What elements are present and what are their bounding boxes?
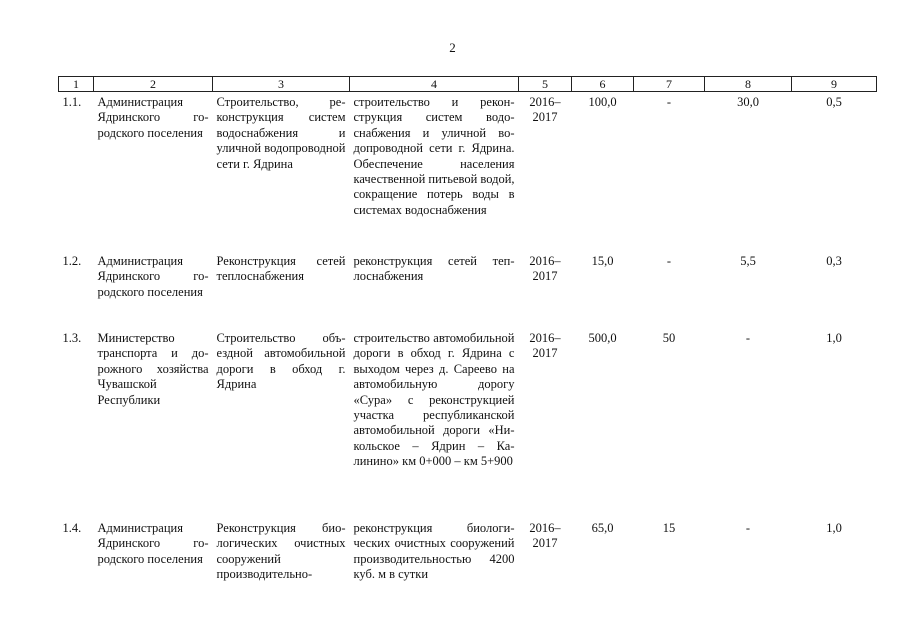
table-row (59, 328, 877, 518)
value-cell-8: 30,0 (737, 95, 759, 109)
value-cell-7: 50 (662, 331, 676, 345)
column-header: 7 (634, 77, 705, 92)
period-cell: 2016–2017 (529, 521, 561, 551)
period-cell: 2016–2017 (529, 95, 561, 125)
table-row (59, 518, 877, 601)
project-cell: Реконструкция сетей теплоснабжения (216, 254, 346, 284)
organization-cell: Министерство транспорта и дорожного хозяйства Чувашской Республики (97, 331, 209, 407)
value-cell-8: 5,5 (740, 254, 756, 268)
row-number: 1.4. (62, 521, 82, 535)
description-cell: строительство и реконструкция систем водоснабжения и уличной водопроводной сети г. Ядрина. Обеспечение населения качественной питьевой водой, сокращение потерь воды в системах водоснабжения (353, 95, 515, 217)
organization-cell: Администрация Ядринского городского поселения (97, 521, 209, 566)
column-header: 5 (519, 77, 572, 92)
row-number: 1.1. (62, 95, 82, 109)
organization-cell: Администрация Ядринского городского поселения (97, 95, 209, 140)
project-cell: Реконструкция биологических очистных сооружений производительно- (216, 521, 346, 582)
table-row (59, 92, 877, 252)
page-number: 2 (449, 40, 456, 55)
value-cell-6: 100,0 (588, 95, 617, 109)
column-header: 6 (572, 77, 634, 92)
column-header: 8 (705, 77, 792, 92)
period-cell: 2016–2017 (529, 254, 561, 284)
column-header: 1 (59, 77, 94, 92)
table-row (59, 251, 877, 328)
value-cell-7: - (666, 254, 672, 268)
description-cell: строительство автомобильной дороги в обход г. Ядрина с выходом через д. Сареево на автомобильную дорогу «Сура» с реконструкцией участка республиканской автомобильной дороги «Никольское – Ядрин – Калинино» км 0+000 – км 5+900 (353, 331, 515, 469)
value-cell-6: 500,0 (588, 331, 617, 345)
column-header: 2 (94, 77, 213, 92)
value-cell-6: 15,0 (591, 254, 614, 268)
column-header: 3 (213, 77, 350, 92)
value-cell-8: - (745, 331, 751, 345)
value-cell-6: 65,0 (591, 521, 614, 535)
value-cell-9: 0,3 (826, 254, 842, 268)
project-cell: Строительство объездной автомобильной дороги в обход г. Ядрина (216, 331, 346, 392)
value-cell-7: - (666, 95, 672, 109)
value-cell-9: 1,0 (826, 331, 842, 345)
period-cell: 2016–2017 (529, 331, 561, 361)
project-cell: Строительство, реконструкция систем водоснабжения и уличной водопроводной сети г. Ядрина (216, 95, 346, 171)
row-number: 1.2. (62, 254, 82, 268)
description-cell: реконструкция биологических очистных сооружений производительностью 4200 куб. м в сутки (353, 521, 515, 582)
description-cell: реконструкция сетей теплоснабжения (353, 254, 515, 284)
value-cell-7: 15 (662, 521, 676, 535)
column-header: 9 (792, 77, 877, 92)
row-number: 1.3. (62, 331, 82, 345)
value-cell-9: 1,0 (826, 521, 842, 535)
organization-cell: Администрация Ядринского городского поселения (97, 254, 209, 299)
column-header: 4 (350, 77, 519, 92)
projects-table (58, 76, 877, 601)
table-header-row (59, 77, 877, 92)
value-cell-9: 0,5 (826, 95, 842, 109)
value-cell-8: - (745, 521, 751, 535)
